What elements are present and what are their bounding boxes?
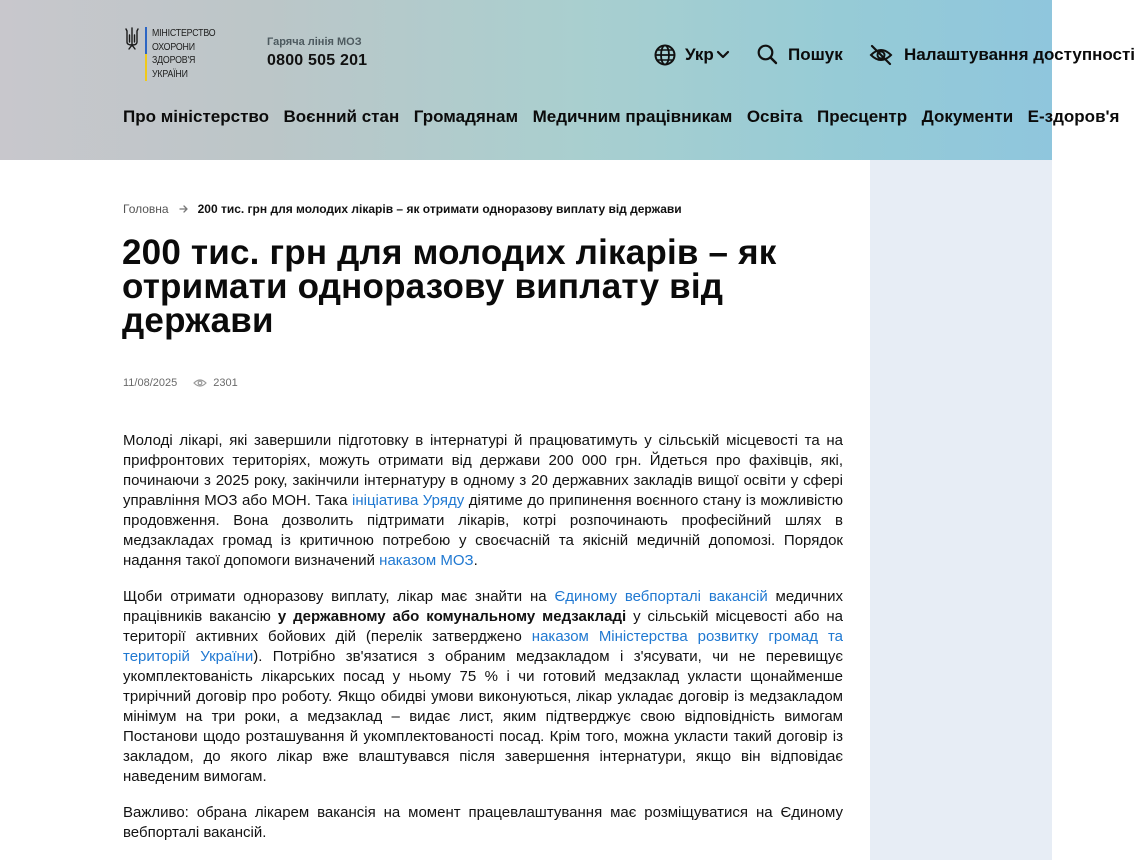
- search-icon: [757, 44, 778, 65]
- search-button[interactable]: [757, 44, 843, 65]
- hotline-label: Гаряча лінія МОЗ: [267, 36, 362, 48]
- article-paragraph: [123, 587, 843, 787]
- view-count-value: 2301: [213, 377, 238, 389]
- paragraph-text: ). Потрібно зв'язатися з обраним медзакладом і з'ясувати, чи не перевищує укомплектованість лікарських посад у ньому 75 % і чи готовий медзаклад укласти щонайменше трирічний договір про роботу. Якщо обидві умови виконуються, лікар укладає договір із медзакладом мінімум на три роки, а медзаклад – видає лист, яким підтверджує свою відповідність вимогам Постанови щодо розташування й укомплектованості посад. Крім того, можна укласти такий договір із закладом, до якого лікар вже влаштувався після завершення інтернатури, якщо він відповідає наведеним вимогам.: [123, 648, 843, 785]
- vacancy-portal-link[interactable]: Єдиному вебпорталі вакансій: [554, 588, 768, 605]
- nav-item-education[interactable]: Освіта: [746, 107, 803, 126]
- language-label: Укр: [685, 45, 714, 64]
- nav-item-documents[interactable]: Документи: [921, 107, 1014, 126]
- logo-text-line: УКРАЇНИ: [152, 68, 188, 80]
- paragraph-text: у сільській місцевості або на території активних бойових дій (перелік затверджено: [123, 608, 844, 645]
- article-meta: [123, 377, 238, 389]
- article-paragraph: Важливо: обрана лікарем вакансія на момент працевлаштування має розміщуватися на Єдиному вебпорталі вакансій.: [123, 804, 843, 841]
- globe-icon: [654, 44, 676, 66]
- article-paragraph: [123, 431, 843, 571]
- language-switcher[interactable]: [654, 44, 730, 66]
- paragraph-text: .: [473, 552, 478, 569]
- paragraph-text: діятиме до припинення воєнного стану із можливістю продовження. Вона дозволить підтримати лікарів, котрі розпочинають професійний шлях в медзакладах громад із критичною потребою у своєчасній та якісній медичній допомозі. Порядок надання такої допомоги визначений: [123, 492, 843, 569]
- page-title: 200 тис. грн для молодих лікарів – як отримати одноразову виплату від держави: [122, 233, 777, 340]
- eye-icon: [193, 378, 207, 388]
- breadcrumb-home-link[interactable]: Головна: [123, 202, 169, 216]
- paragraph-text: Щоби отримати одноразову виплату, лікар має знайти на: [123, 588, 555, 605]
- breadcrumb: [123, 202, 682, 216]
- nav-item-martial-law[interactable]: Воєнний стан: [283, 107, 400, 126]
- main-nav: [123, 107, 1134, 127]
- logo-text-line: ОХОРОНИ: [152, 41, 195, 53]
- paragraph-bold-text: у державному або комунальному медзакладі: [277, 608, 627, 625]
- moh-order-link[interactable]: наказом МОЗ: [379, 552, 474, 569]
- publish-date: 11/08/2025: [123, 377, 178, 389]
- site-header: [0, 0, 1135, 160]
- ministry-communities-order-link[interactable]: наказом Міністерства розвитку громад та територій України: [123, 628, 843, 665]
- article-body: [123, 431, 843, 859]
- trident-emblem-icon: [124, 27, 140, 51]
- hotline-number[interactable]: 0800 505 201: [267, 52, 368, 69]
- hotline: [267, 36, 367, 70]
- eye-crossed-icon: [869, 44, 893, 66]
- ministry-logo[interactable]: [124, 27, 224, 81]
- nav-item-e-health[interactable]: Е-здоров'я: [1027, 107, 1120, 126]
- logo-text-line: ЗДОРОВ'Я: [152, 55, 196, 66]
- nav-item-about[interactable]: Про міністерство: [123, 107, 270, 126]
- paragraph-text: Молоді лікарі, які завершили підготовку в інтернатурі й працюватимуть у сільській місцевості та на прифронтових територіях, можуть отримати від держави 200 000 грн. Йдеться про фахівців, які, починаючи з 2025 року, закінчили інтернатуру в одному з 20 державних закладів вищої освіти у сфері управління МОЗ або МОН. Така: [123, 432, 843, 509]
- accessibility-settings-button[interactable]: [869, 44, 1135, 66]
- chevron-down-icon: [716, 50, 730, 60]
- nav-item-citizens[interactable]: Громадянам: [413, 107, 519, 126]
- logo-text-line: МІНІСТЕРСТВО: [152, 28, 216, 39]
- government-initiative-link[interactable]: ініціатива Уряду: [352, 492, 465, 509]
- paragraph-text: медичних працівників вакансію: [123, 588, 843, 625]
- logo-text: [152, 27, 215, 81]
- view-count: [193, 377, 237, 389]
- search-label: Пошук: [788, 44, 843, 64]
- arrow-right-icon: [179, 204, 189, 214]
- breadcrumb-current: 200 тис. грн для молодих лікарів – як отримати одноразову виплату від держави: [197, 202, 682, 216]
- logo-flag-stripe: [145, 27, 147, 81]
- nav-item-medical-workers[interactable]: Медичним працівникам: [532, 107, 733, 126]
- right-sidebar: [870, 160, 1052, 860]
- accessibility-settings-label: Налаштування доступності: [904, 45, 1135, 64]
- nav-item-press-center[interactable]: Пресцентр: [816, 107, 908, 126]
